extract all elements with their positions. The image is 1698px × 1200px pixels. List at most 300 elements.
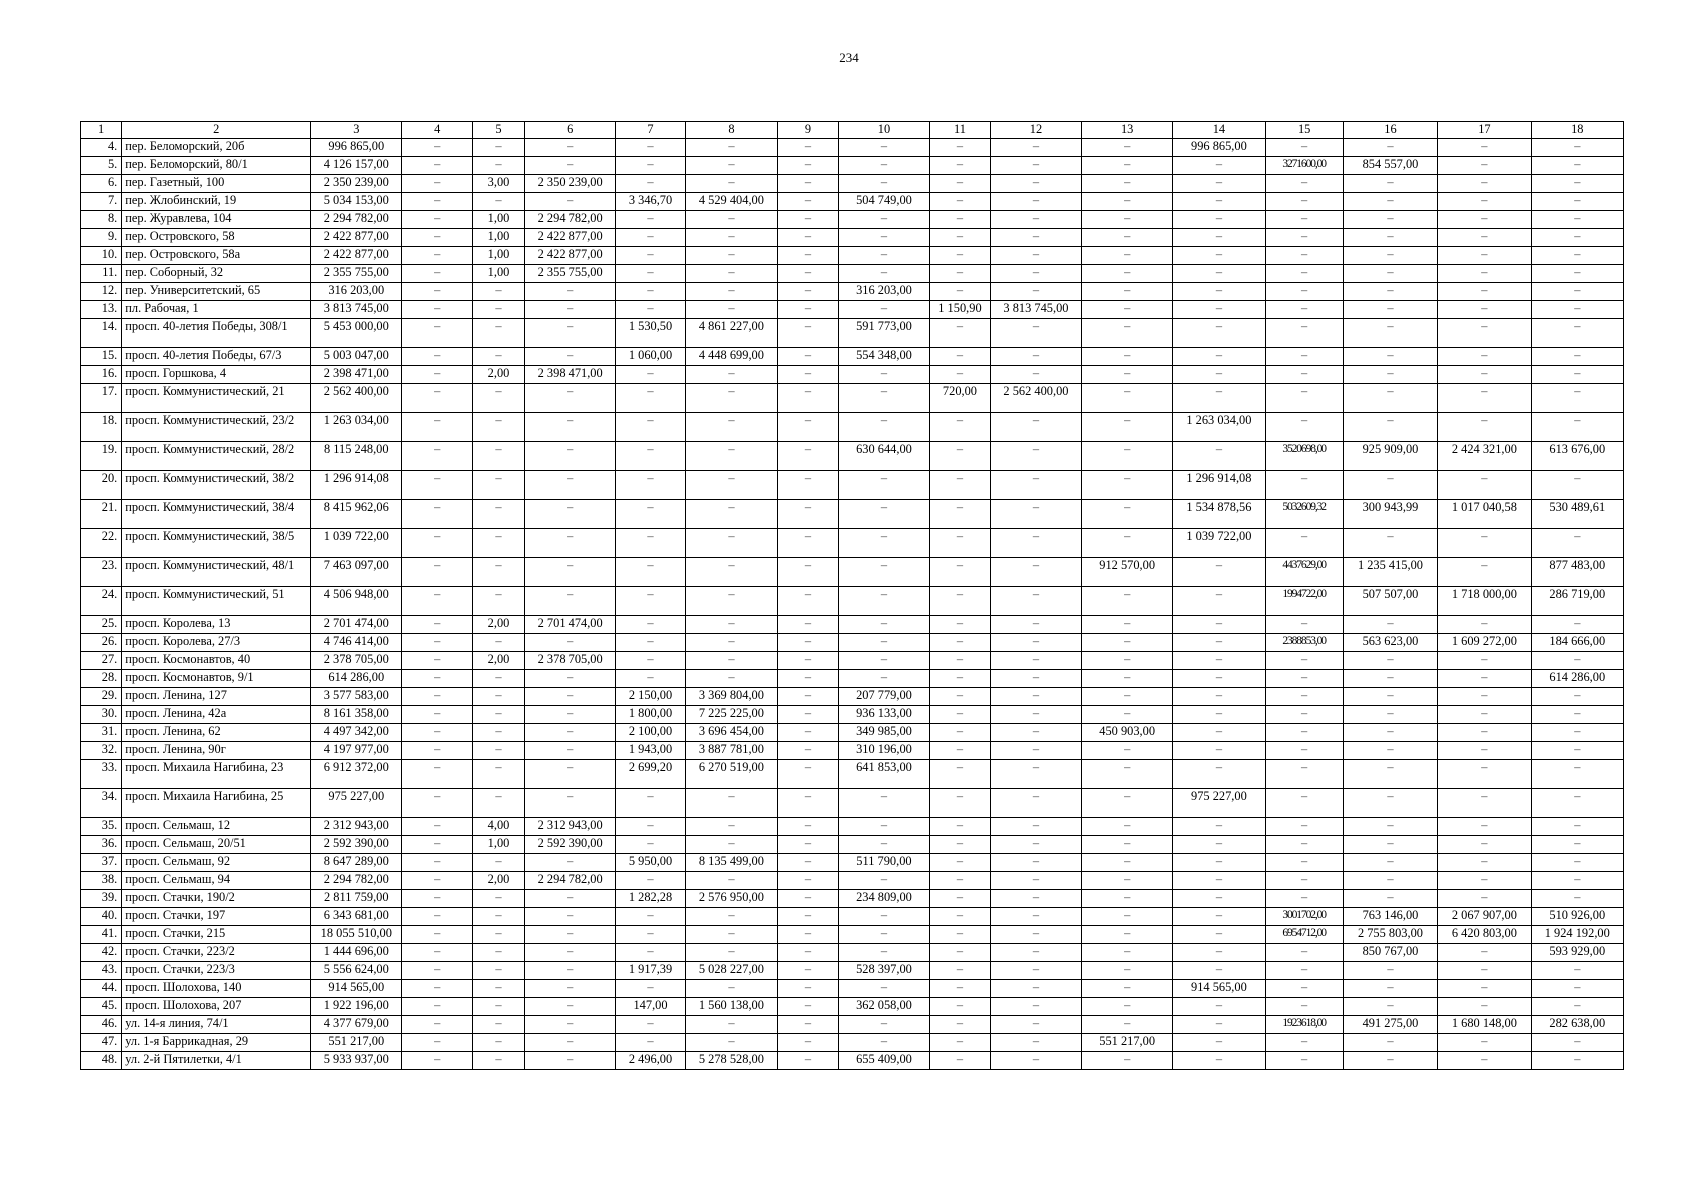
value-cell: –	[990, 211, 1081, 229]
value-cell: –	[402, 157, 473, 175]
value-cell: –	[1265, 998, 1343, 1016]
value-cell: –	[1265, 706, 1343, 724]
value-cell: –	[1265, 742, 1343, 760]
row-number: 40.	[81, 908, 122, 926]
address-cell: просп. Коммунистический, 38/5	[122, 529, 311, 558]
value-cell: –	[1265, 348, 1343, 366]
value-cell: –	[1531, 890, 1623, 908]
value-cell: –	[1343, 229, 1437, 247]
table-row	[81, 229, 1624, 247]
value-cell: 591 773,00	[838, 319, 929, 348]
value-cell: –	[990, 634, 1081, 652]
value-cell: 1 296 914,08	[1173, 471, 1265, 500]
value-cell: –	[402, 366, 473, 384]
address-cell: просп. Михаила Нагибина, 25	[122, 789, 311, 818]
value-cell: –	[1531, 962, 1623, 980]
value-cell: –	[1531, 980, 1623, 998]
value-cell: –	[778, 670, 839, 688]
value-cell: –	[402, 229, 473, 247]
value-cell: –	[1173, 193, 1265, 211]
value-cell: –	[930, 854, 991, 872]
value-cell: –	[930, 670, 991, 688]
address-cell: просп. 40-летия Победы, 67/3	[122, 348, 311, 366]
value-cell: –	[1265, 366, 1343, 384]
value-cell: –	[402, 247, 473, 265]
value-cell: –	[990, 760, 1081, 789]
value-cell: –	[990, 247, 1081, 265]
value-cell: –	[402, 789, 473, 818]
value-cell: –	[930, 634, 991, 652]
row-number: 27.	[81, 652, 122, 670]
value-cell: 593 929,00	[1531, 944, 1623, 962]
table-row	[81, 962, 1624, 980]
value-cell: –	[778, 998, 839, 1016]
address-cell: просп. Королева, 27/3	[122, 634, 311, 652]
row-number: 48.	[81, 1052, 122, 1070]
value-cell: –	[1343, 724, 1437, 742]
value-cell: 300 943,99	[1343, 500, 1437, 529]
value-cell: –	[1082, 1052, 1173, 1070]
table-row	[81, 760, 1624, 789]
value-cell: –	[525, 1052, 616, 1070]
address-cell: просп. Коммунистический, 23/2	[122, 413, 311, 442]
value-cell: –	[1438, 139, 1531, 157]
value-cell: –	[402, 1052, 473, 1070]
address-cell: просп. Коммунистический, 48/1	[122, 558, 311, 587]
value-cell: 8 647 289,00	[311, 854, 402, 872]
value-cell: –	[472, 760, 524, 789]
value-cell: –	[1082, 670, 1173, 688]
value-cell: –	[1082, 706, 1173, 724]
value-cell: –	[1438, 319, 1531, 348]
value-cell: –	[1531, 413, 1623, 442]
value-cell: –	[616, 872, 685, 890]
value-cell: –	[525, 926, 616, 944]
value-cell: –	[778, 193, 839, 211]
address-cell: просп. Шолохова, 207	[122, 998, 311, 1016]
value-cell: –	[402, 500, 473, 529]
value-cell: –	[685, 283, 777, 301]
value-cell: –	[778, 760, 839, 789]
value-cell: –	[1343, 670, 1437, 688]
value-cell: –	[1438, 789, 1531, 818]
value-cell: –	[402, 706, 473, 724]
value-cell: –	[1343, 789, 1437, 818]
table-row	[81, 670, 1624, 688]
value-cell: –	[402, 616, 473, 634]
value-cell: –	[685, 558, 777, 587]
value-cell: –	[616, 413, 685, 442]
value-cell: –	[1343, 175, 1437, 193]
value-cell: –	[1531, 1052, 1623, 1070]
value-cell: 2 294 782,00	[525, 872, 616, 890]
table-row	[81, 211, 1624, 229]
value-cell: 2,00	[472, 652, 524, 670]
value-cell: –	[1173, 247, 1265, 265]
value-cell: –	[1082, 366, 1173, 384]
value-cell: –	[778, 742, 839, 760]
value-cell: –	[930, 500, 991, 529]
value-cell: –	[990, 908, 1081, 926]
value-cell: –	[838, 471, 929, 500]
value-cell: –	[1438, 616, 1531, 634]
value-cell: 3 369 804,00	[685, 688, 777, 706]
value-cell: 6 270 519,00	[685, 760, 777, 789]
value-cell: 1 943,00	[616, 742, 685, 760]
address-cell: просп. Шолохова, 140	[122, 980, 311, 998]
value-cell: –	[1082, 157, 1173, 175]
value-cell: –	[990, 529, 1081, 558]
value-cell: –	[1265, 1052, 1343, 1070]
row-number: 41.	[81, 926, 122, 944]
column-header-13: 13	[1082, 122, 1173, 139]
value-cell: –	[1531, 760, 1623, 789]
value-cell: –	[1438, 760, 1531, 789]
column-header-17: 17	[1438, 122, 1531, 139]
value-cell: –	[1265, 529, 1343, 558]
row-number: 34.	[81, 789, 122, 818]
value-cell: –	[616, 301, 685, 319]
value-cell: –	[1531, 1034, 1623, 1052]
value-cell: –	[990, 229, 1081, 247]
value-cell: 877 483,00	[1531, 558, 1623, 587]
value-cell: –	[525, 500, 616, 529]
value-cell: 2,00	[472, 872, 524, 890]
value-cell: –	[778, 366, 839, 384]
value-cell: –	[930, 471, 991, 500]
value-cell: –	[1438, 652, 1531, 670]
value-cell: –	[1531, 301, 1623, 319]
value-cell: –	[778, 500, 839, 529]
value-cell: –	[472, 962, 524, 980]
value-cell: –	[930, 1034, 991, 1052]
value-cell: –	[1531, 175, 1623, 193]
value-cell: 1 263 034,00	[1173, 413, 1265, 442]
value-cell: 316 203,00	[311, 283, 402, 301]
value-cell: –	[990, 413, 1081, 442]
value-cell: –	[1265, 652, 1343, 670]
value-cell: –	[990, 442, 1081, 471]
value-cell: 554 348,00	[838, 348, 929, 366]
value-cell: –	[616, 283, 685, 301]
row-number: 18.	[81, 413, 122, 442]
value-cell: –	[472, 688, 524, 706]
value-cell: –	[472, 413, 524, 442]
value-cell: –	[616, 211, 685, 229]
value-cell: –	[1438, 384, 1531, 413]
table-row	[81, 890, 1624, 908]
value-cell: –	[472, 193, 524, 211]
value-cell: 2 398 471,00	[525, 366, 616, 384]
value-cell: –	[1082, 471, 1173, 500]
value-cell: –	[1265, 818, 1343, 836]
value-cell: –	[685, 471, 777, 500]
value-cell: –	[402, 193, 473, 211]
value-cell: –	[525, 319, 616, 348]
value-cell: –	[930, 944, 991, 962]
value-cell: 4 377 679,00	[311, 1016, 402, 1034]
value-cell: –	[778, 1016, 839, 1034]
address-cell: пер. Журавлева, 104	[122, 211, 311, 229]
row-number: 8.	[81, 211, 122, 229]
value-cell: –	[1173, 872, 1265, 890]
value-cell: –	[1343, 652, 1437, 670]
value-cell: –	[1082, 926, 1173, 944]
value-cell: 2 422 877,00	[311, 229, 402, 247]
value-cell: –	[838, 211, 929, 229]
table-row	[81, 616, 1624, 634]
value-cell: –	[685, 301, 777, 319]
table-row	[81, 301, 1624, 319]
value-cell: –	[778, 724, 839, 742]
value-cell: –	[402, 836, 473, 854]
value-cell: –	[1531, 157, 1623, 175]
value-cell: –	[1265, 872, 1343, 890]
table-row	[81, 139, 1624, 157]
address-cell: пер. Беломорский, 20б	[122, 139, 311, 157]
value-cell: –	[1173, 301, 1265, 319]
value-cell: –	[1173, 670, 1265, 688]
value-cell: 1 060,00	[616, 348, 685, 366]
value-cell: –	[1173, 616, 1265, 634]
value-cell: 630 644,00	[838, 442, 929, 471]
value-cell: 2 350 239,00	[311, 175, 402, 193]
value-cell: –	[1082, 962, 1173, 980]
value-cell: 1 924 192,00	[1531, 926, 1623, 944]
value-cell: –	[616, 442, 685, 471]
value-cell: 2 701 474,00	[311, 616, 402, 634]
value-cell: –	[1531, 872, 1623, 890]
row-number: 22.	[81, 529, 122, 558]
value-cell: 4 497 342,00	[311, 724, 402, 742]
value-cell: –	[778, 688, 839, 706]
value-cell: –	[838, 366, 929, 384]
value-cell: –	[990, 962, 1081, 980]
value-cell: –	[685, 926, 777, 944]
value-cell: –	[930, 139, 991, 157]
value-cell: –	[778, 1034, 839, 1052]
value-cell: –	[1173, 175, 1265, 193]
value-cell: 655 409,00	[838, 1052, 929, 1070]
value-cell: –	[525, 139, 616, 157]
table-row	[81, 789, 1624, 818]
value-cell: –	[778, 247, 839, 265]
value-cell: –	[1265, 229, 1343, 247]
table-row	[81, 908, 1624, 926]
value-cell: –	[1082, 247, 1173, 265]
value-cell: 2 424 321,00	[1438, 442, 1531, 471]
value-cell: –	[1438, 558, 1531, 587]
value-cell: –	[685, 211, 777, 229]
value-cell: –	[1082, 890, 1173, 908]
row-number: 6.	[81, 175, 122, 193]
value-cell: –	[1343, 854, 1437, 872]
row-number: 23.	[81, 558, 122, 587]
value-cell: –	[930, 962, 991, 980]
value-cell: –	[778, 211, 839, 229]
value-cell: –	[402, 998, 473, 1016]
table-row	[81, 1016, 1624, 1034]
address-cell: просп. Сельмаш, 20/51	[122, 836, 311, 854]
value-cell: –	[838, 670, 929, 688]
value-cell: –	[1343, 283, 1437, 301]
value-cell: –	[930, 319, 991, 348]
value-cell: –	[930, 283, 991, 301]
value-cell: –	[930, 193, 991, 211]
header-row	[81, 122, 1624, 139]
value-cell: –	[990, 836, 1081, 854]
value-cell: –	[1531, 139, 1623, 157]
address-cell: пер. Соборный, 32	[122, 265, 311, 283]
row-number: 4.	[81, 139, 122, 157]
value-cell: –	[685, 1016, 777, 1034]
value-cell: –	[685, 616, 777, 634]
value-cell: –	[402, 962, 473, 980]
value-cell: –	[778, 854, 839, 872]
value-cell: 2 312 943,00	[525, 818, 616, 836]
value-cell: –	[685, 265, 777, 283]
table-row	[81, 175, 1624, 193]
address-cell: пер. Островского, 58	[122, 229, 311, 247]
address-cell: просп. Королева, 13	[122, 616, 311, 634]
value-cell: –	[930, 442, 991, 471]
address-cell: просп. Космонавтов, 40	[122, 652, 311, 670]
value-cell: –	[1438, 301, 1531, 319]
value-cell: –	[990, 265, 1081, 283]
row-number: 15.	[81, 348, 122, 366]
value-cell: –	[616, 789, 685, 818]
value-cell: –	[838, 652, 929, 670]
value-cell: 1 534 878,56	[1173, 500, 1265, 529]
table-row	[81, 442, 1624, 471]
value-cell: –	[778, 962, 839, 980]
value-cell: –	[525, 558, 616, 587]
value-cell: –	[616, 926, 685, 944]
value-cell: 1 917,39	[616, 962, 685, 980]
value-cell: –	[1082, 634, 1173, 652]
value-cell: –	[525, 742, 616, 760]
value-cell: –	[990, 706, 1081, 724]
value-cell: 2 701 474,00	[525, 616, 616, 634]
value-cell: –	[1531, 211, 1623, 229]
value-cell: –	[1173, 688, 1265, 706]
value-cell: –	[1343, 688, 1437, 706]
value-cell: –	[1438, 836, 1531, 854]
value-cell: –	[402, 265, 473, 283]
column-header-8: 8	[685, 122, 777, 139]
value-cell: –	[1343, 471, 1437, 500]
value-cell: –	[990, 926, 1081, 944]
value-cell: –	[1343, 384, 1437, 413]
address-cell: просп. Горшкова, 4	[122, 366, 311, 384]
value-cell: –	[990, 724, 1081, 742]
table-row	[81, 348, 1624, 366]
row-number: 10.	[81, 247, 122, 265]
value-cell: –	[616, 157, 685, 175]
row-number: 17.	[81, 384, 122, 413]
value-cell: –	[990, 319, 1081, 348]
value-cell: 1 609 272,00	[1438, 634, 1531, 652]
value-cell: –	[1343, 319, 1437, 348]
column-header-14: 14	[1173, 122, 1265, 139]
value-cell: 450 903,00	[1082, 724, 1173, 742]
value-cell: 1994722,00	[1265, 587, 1343, 616]
value-cell: –	[1438, 890, 1531, 908]
value-cell: –	[1438, 670, 1531, 688]
value-cell: 7 225 225,00	[685, 706, 777, 724]
address-cell: просп. Сельмаш, 92	[122, 854, 311, 872]
value-cell: –	[838, 175, 929, 193]
value-cell: –	[402, 348, 473, 366]
address-cell: просп. Стачки, 223/2	[122, 944, 311, 962]
value-cell: –	[1265, 1034, 1343, 1052]
value-cell: –	[778, 836, 839, 854]
value-cell: –	[472, 1034, 524, 1052]
value-cell: 504 749,00	[838, 193, 929, 211]
row-number: 32.	[81, 742, 122, 760]
table-row	[81, 836, 1624, 854]
value-cell: –	[990, 157, 1081, 175]
value-cell: –	[990, 471, 1081, 500]
value-cell: 8 135 499,00	[685, 854, 777, 872]
value-cell: 310 196,00	[838, 742, 929, 760]
value-cell: –	[778, 157, 839, 175]
value-cell: –	[778, 348, 839, 366]
value-cell: –	[402, 652, 473, 670]
value-cell: –	[1173, 908, 1265, 926]
value-cell: –	[616, 175, 685, 193]
value-cell: 5 278 528,00	[685, 1052, 777, 1070]
value-cell: –	[525, 529, 616, 558]
table-row	[81, 193, 1624, 211]
value-cell: –	[1438, 413, 1531, 442]
value-cell: –	[1438, 980, 1531, 998]
value-cell: –	[1173, 265, 1265, 283]
table-row	[81, 558, 1624, 587]
value-cell: –	[930, 1016, 991, 1034]
value-cell: –	[990, 175, 1081, 193]
value-cell: 2 562 400,00	[990, 384, 1081, 413]
address-cell: пл. Рабочая, 1	[122, 301, 311, 319]
row-number: 25.	[81, 616, 122, 634]
value-cell: –	[930, 836, 991, 854]
value-cell: –	[838, 558, 929, 587]
value-cell: 2,00	[472, 616, 524, 634]
value-cell: –	[1173, 836, 1265, 854]
value-cell: 2 562 400,00	[311, 384, 402, 413]
value-cell: 3520698,00	[1265, 442, 1343, 471]
value-cell: –	[1438, 157, 1531, 175]
value-cell: –	[778, 818, 839, 836]
value-cell: 4437629,00	[1265, 558, 1343, 587]
value-cell: –	[616, 634, 685, 652]
table-row	[81, 926, 1624, 944]
value-cell: –	[1082, 442, 1173, 471]
value-cell: –	[838, 265, 929, 283]
value-cell: –	[402, 211, 473, 229]
address-cell: просп. Коммунистический, 38/2	[122, 471, 311, 500]
value-cell: –	[1531, 348, 1623, 366]
value-cell: 510 926,00	[1531, 908, 1623, 926]
value-cell: –	[525, 724, 616, 742]
value-cell: –	[1265, 944, 1343, 962]
value-cell: –	[525, 760, 616, 789]
value-cell: –	[930, 890, 991, 908]
value-cell: –	[1082, 587, 1173, 616]
value-cell: –	[930, 529, 991, 558]
value-cell: –	[472, 348, 524, 366]
value-cell: –	[616, 616, 685, 634]
